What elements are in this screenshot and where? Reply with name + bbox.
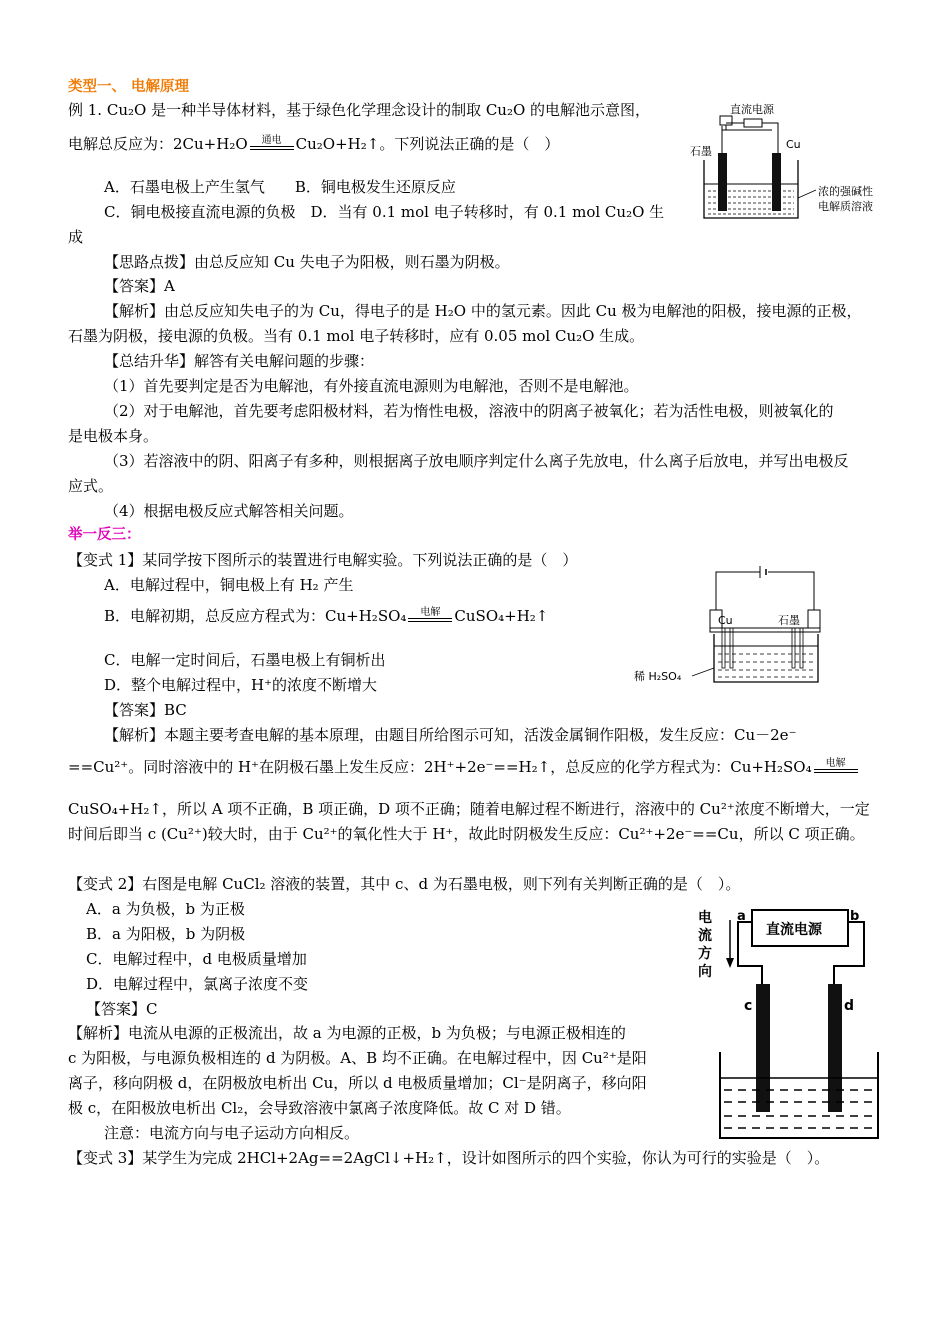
section-title: 类型一、 电解原理: [68, 79, 190, 95]
variant1-analysis-2: [68, 758, 860, 777]
summary-step2b: 是电极本身。: [68, 427, 159, 445]
summary-step3a: （3）若溶液中的阴、阳离子有多种，则根据离子放电顺序判定什么离子先放电，什么离子后放电，并写出电极反: [104, 452, 849, 470]
option-d-continued: 成: [68, 228, 84, 246]
practice-title: 举一反三：: [68, 527, 141, 543]
electrolysis-cell-figure-1: [682, 98, 892, 237]
fig1-solution-label-2: 电解质溶液: [818, 200, 873, 213]
variant2-option-c: C．电解过程中，d 电极质量增加: [86, 950, 307, 968]
fig3-electrode-d-label: d: [844, 998, 855, 1014]
variant1-analysis-3: CuSO₄+H₂↑，所以 A 项不正确，B 项正确，D 项不正确；随着电解过程不断进行，溶液中的 Cu²⁺浓度不断增大，一定: [68, 800, 870, 818]
summary-heading: 【总结升华】解答有关电解问题的步骤：: [104, 352, 375, 370]
fig1-graphite-label: 石墨: [690, 145, 712, 158]
variant2-option-d: D．电解过程中，氯离子浓度不变: [86, 975, 309, 993]
fig3-terminal-b: b: [850, 909, 860, 924]
variant2-analysis-4: 极 c，在阳极放电析出 Cl₂，会导致溶液中氯离子浓度降低。故 C 对 D 错。: [68, 1099, 571, 1117]
reaction-right: Cu₂O+H₂↑。下列说法正确的是（ ）: [295, 135, 560, 153]
fig1-solution-label-1: 浓的强碱性: [818, 185, 873, 198]
variant2-analysis-3: 离子，移向阴极 d，在阴极放电析出 Cu，所以 d 电极质量增加；Cl⁻是阴离子，移向阳: [68, 1074, 647, 1092]
variant1-option-d: D．整个电解过程中，H⁺的浓度不断增大: [104, 676, 378, 694]
variant1-option-b: [104, 607, 548, 626]
variant1-analysis-4: 时间后即当 c (Cu²⁺)较大时，由于 Cu²⁺的氧化性大于 H⁺，故此时阴极发生反应：Cu²⁺+2e⁻==Cu，所以 C 项正确。: [68, 825, 865, 843]
fig3-terminal-a: a: [737, 909, 746, 924]
fig2-cu-label: Cu: [718, 614, 733, 627]
fig1-cu-label: Cu: [786, 138, 801, 151]
variant1-eq-left: B．电解初期，总反应方程式为：Cu+H₂SO₄: [104, 607, 407, 625]
example1-line1: 例 1. Cu₂O 是一种半导体材料，基于绿色化学理念设计的制取 Cu₂O 的电解池示意图，: [68, 101, 651, 119]
variant3-question: 【变式 3】某学生为完成 2HCl+2Ag==2AgCl↓+H₂↑，设计如图所示的四个实验，你认为可行的实验是（ ）。: [68, 1149, 830, 1167]
analysis-line1: 【解析】由总反应知失电子的为 Cu，得电子的是 H₂O 中的氢元素。因此 Cu 极为电解池的阳极，接电源的正极，: [104, 302, 862, 320]
variant1-analysis-eq-condition: 电解: [825, 758, 846, 769]
variant1-eq-condition: 电解: [420, 607, 441, 618]
fig3-electrode-c-label: c: [744, 998, 753, 1014]
answer: 【答案】A: [104, 277, 175, 295]
option-c-d: C．铜电极接直流电源的负极 D．当有 0.1 mol 电子转移时，有 0.1 mol Cu₂O 生: [104, 203, 665, 221]
variant1-option-a: A．电解过程中，铜电极上有 H₂ 产生: [104, 576, 354, 594]
fig2-acid-label: 稀 H₂SO₄: [634, 670, 682, 683]
fig3-direction-char-3: 方: [698, 946, 712, 962]
variant1-eq-right: CuSO₄+H₂↑: [454, 607, 549, 625]
example1-line2: [68, 135, 559, 154]
electrolysis-cell-figure-2: [632, 562, 842, 696]
variant1-question: 【变式 1】某同学按下图所示的装置进行电解实验。下列说法正确的是（ ）: [68, 551, 578, 569]
variant2-question: 【变式 2】右图是电解 CuCl₂ 溶液的装置，其中 c、d 为石墨电极，则下列有关判断正确的是（ ）。: [68, 875, 741, 893]
variant2-option-a: A．a 为负极，b 为正极: [86, 900, 245, 918]
hint: 【思路点拨】由总反应知 Cu 失电子为阳极，则石墨为阴极。: [104, 253, 510, 271]
variant1-option-c: C．电解一定时间后，石墨电极上有铜析出: [104, 651, 386, 669]
reaction-left: 电解总反应为：2Cu+H₂O: [68, 135, 248, 153]
analysis-line2: 石墨为阴极，接电源的负极。当有 0.1 mol 电子转移时，应有 0.05 mol Cu₂O 生成。: [68, 327, 645, 345]
fig3-direction-char-2: 流: [698, 928, 712, 944]
variant2-analysis-1: 【解析】电流从电源的正极流出，故 a 为电源的正极，b 为负极；与电源正极相连的: [68, 1024, 626, 1042]
variant1-analysis-eq-arrow: [814, 758, 858, 777]
reaction-arrow: [250, 135, 294, 154]
variant1-analysis-2-text: ==Cu²⁺。同时溶液中的 H⁺在阴极石墨上发生反应：2H⁺+2e⁻==H₂↑，总反应的化学方程式为：Cu+H₂SO₄: [68, 758, 812, 776]
fig3-direction-char-1: 电: [698, 910, 712, 926]
variant2-option-b: B．a 为阳极，b 为阴极: [86, 925, 246, 943]
fig1-power-label: 直流电源: [730, 103, 774, 116]
summary-step1: （1）首先要判定是否为电解池，有外接直流电源则为电解池，否则不是电解池。: [104, 377, 639, 395]
variant2-answer: 【答案】C: [86, 1000, 158, 1018]
summary-step3b: 应式。: [68, 477, 114, 495]
option-a-b: A．石墨电极上产生氢气 B．铜电极发生还原反应: [104, 178, 456, 196]
variant1-eq-arrow: [408, 607, 452, 626]
variant2-analysis-2: c 为阳极，与电源负极相连的 d 为阴极。A、B 均不正确。在电解过程中，因 Cu²⁺是阳: [68, 1049, 647, 1067]
variant1-answer: 【答案】BC: [104, 701, 187, 719]
fig3-direction-char-4: 向: [698, 964, 712, 980]
summary-step4: （4）根据电极反应式解答相关问题。: [104, 502, 354, 520]
summary-step2a: （2）对于电解池，首先要考虑阳极材料，若为惰性电极，溶液中的阴离子被氧化；若为活性电极，则被氧化的: [104, 402, 834, 420]
fig2-graphite-label: 石墨: [778, 614, 800, 627]
variant1-analysis-1: 【解析】本题主要考查电解的基本原理，由题目所给图示可知，活泼金属铜作阳极，发生反应：Cu－2e⁻: [104, 726, 797, 744]
variant2-note: 注意：电流方向与电子运动方向相反。: [104, 1124, 360, 1142]
reaction-condition: 通电: [261, 135, 282, 146]
fig3-power-label: 直流电源: [766, 922, 822, 938]
electrolysis-cell-figure-3: [694, 902, 894, 1151]
